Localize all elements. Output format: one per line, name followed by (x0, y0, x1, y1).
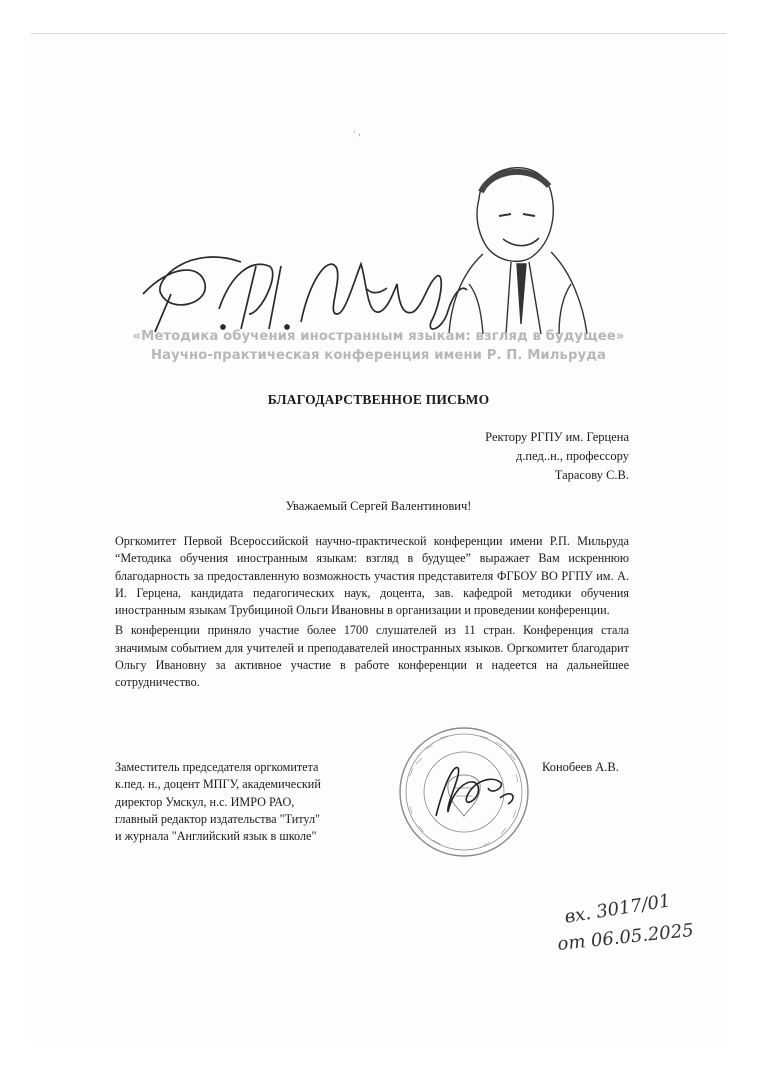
signer-title-line: и журнала "Английский язык в школе" (115, 829, 317, 844)
addressee-line: д.пед..н., профессору (515, 449, 629, 463)
milrud-signature-logo (131, 144, 631, 334)
signer-title-line: Заместитель председателя оргкомитета (115, 760, 319, 774)
letter-body (115, 533, 629, 695)
letter-page (31, 33, 726, 1044)
letter-title: БЛАГОДАРСТВЕННОЕ ПИСЬМО (267, 392, 490, 407)
registration-number: вх. 3017/01 (563, 890, 672, 928)
addressee-line: Тарасову С.В. (554, 468, 629, 482)
addressee-block (485, 428, 629, 485)
signer-name: Конобеев А.В. (542, 760, 619, 774)
registration-stamp (556, 890, 696, 958)
salutation: Уважаемый Сергей Валентинович! (285, 499, 472, 513)
body-paragraph: В конференции приняло участие более 1700 слушателей из 11 стран. Конференция стала значимым событием для учителей и преподавателей иностранных языков. Оргкомитет благодарит Ольгу Ивановну за активное участие в работе конференции и надеется на дальнейшее сотрудничество. (115, 623, 629, 690)
signer-title-line: директор Умскул, н.с. ИМРО РАО, (115, 794, 295, 809)
portrait-image (449, 168, 587, 334)
signer-title-line: к.пед. н., доцент МПГУ, академический (115, 777, 321, 792)
signature-mark (143, 257, 467, 332)
signer-title-block (115, 759, 321, 845)
body-paragraph: Оргкомитет Первой Всероссийской научно-практической конференции имени Р.П. Мильруда “Методика обучения иностранным языкам: взгляд в будущее” выражает Вам искреннюю благодарность за предоставленную возможность участия представителя ФГБОУ ВО РГПУ им. А. И. Герцена, кандидата педагогических наук, доцента, зав. кафедрой методики обучения иностранным языкам Трубициной Ольги Ивановны в организации и проведении конференции. (115, 534, 629, 618)
handwritten-signature (436, 767, 513, 816)
conference-logo (31, 34, 726, 374)
addressee-line: Ректору РГПУ им. Герцена (485, 430, 629, 444)
official-seal (396, 724, 536, 859)
conference-subtitle: Научно-практическая конференция имени Р. П. Мильруда (151, 348, 606, 363)
conference-tagline: «Методика обучения иностранным языкам: взгляд в будущее» (132, 329, 625, 344)
scan-speck: · , (353, 127, 361, 137)
registration-date: от 06.05.2025 (556, 919, 695, 956)
signer-title-line: главный редактор издательства "Титул" (115, 811, 321, 826)
